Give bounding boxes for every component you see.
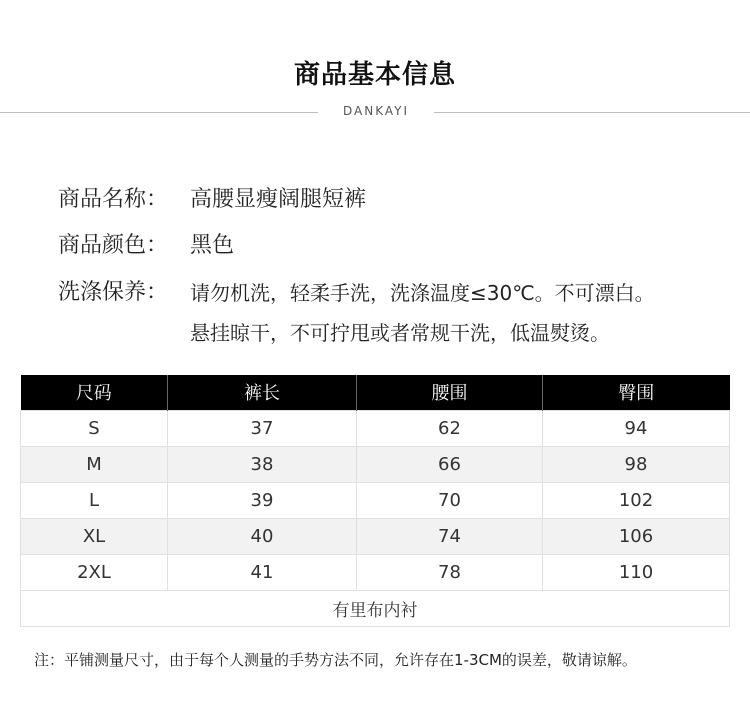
info-value-color: 黑色 — [190, 233, 235, 258]
table-row — [21, 410, 730, 446]
cell-length: 37 — [168, 410, 357, 446]
size-table — [20, 375, 730, 627]
cell-size: S — [21, 410, 168, 446]
cell-hip: 94 — [543, 410, 730, 446]
cell-size: L — [21, 482, 168, 518]
table-row — [21, 554, 730, 590]
care-line-1: 请勿机洗，轻柔手洗，洗涤温度≤30℃。不可漂白。 — [190, 281, 655, 305]
cell-length: 41 — [168, 554, 357, 590]
cell-hip: 98 — [543, 446, 730, 482]
table-note-row — [21, 590, 730, 626]
info-label-color: 商品颜色： — [58, 233, 169, 258]
brand-name: DANKAYI — [342, 104, 410, 118]
care-line-2: 悬挂晾干，不可拧甩或者常规干洗，低温熨烫。 — [190, 321, 610, 345]
header-hip: 臀围 — [543, 375, 730, 410]
table-row — [21, 446, 730, 482]
info-row-name — [58, 182, 738, 213]
info-value-care — [190, 273, 738, 353]
cell-waist: 66 — [357, 446, 543, 482]
title-divider-right — [434, 112, 750, 113]
info-row-color — [58, 228, 738, 259]
footnote: 注：平铺测量尺寸，由于每个人测量的手势方法不同，允许存在1-3CM的误差，敬请谅解。 — [34, 651, 637, 669]
cell-waist: 78 — [357, 554, 543, 590]
cell-waist: 62 — [357, 410, 543, 446]
table-row — [21, 482, 730, 518]
cell-length: 40 — [168, 518, 357, 554]
cell-hip: 110 — [543, 554, 730, 590]
cell-size: M — [21, 446, 168, 482]
info-label-name: 商品名称： — [58, 187, 169, 212]
cell-size: XL — [21, 518, 168, 554]
lining-note: 有里布内衬 — [21, 590, 730, 626]
cell-size: 2XL — [21, 554, 168, 590]
page-title: 商品基本信息 — [293, 60, 456, 90]
info-value-name: 高腰显瘦阔腿短裤 — [190, 187, 367, 212]
title-divider-left — [0, 112, 318, 113]
header-length: 裤长 — [168, 375, 357, 410]
cell-length: 38 — [168, 446, 357, 482]
cell-hip: 102 — [543, 482, 730, 518]
header-size: 尺码 — [21, 375, 168, 410]
table-row — [21, 518, 730, 554]
cell-length: 39 — [168, 482, 357, 518]
size-table-header — [21, 375, 730, 410]
header-waist: 腰围 — [357, 375, 543, 410]
cell-waist: 70 — [357, 482, 543, 518]
cell-waist: 74 — [357, 518, 543, 554]
cell-hip: 106 — [543, 518, 730, 554]
info-row-care — [58, 273, 738, 353]
info-label-care: 洗涤保养： — [58, 280, 169, 305]
